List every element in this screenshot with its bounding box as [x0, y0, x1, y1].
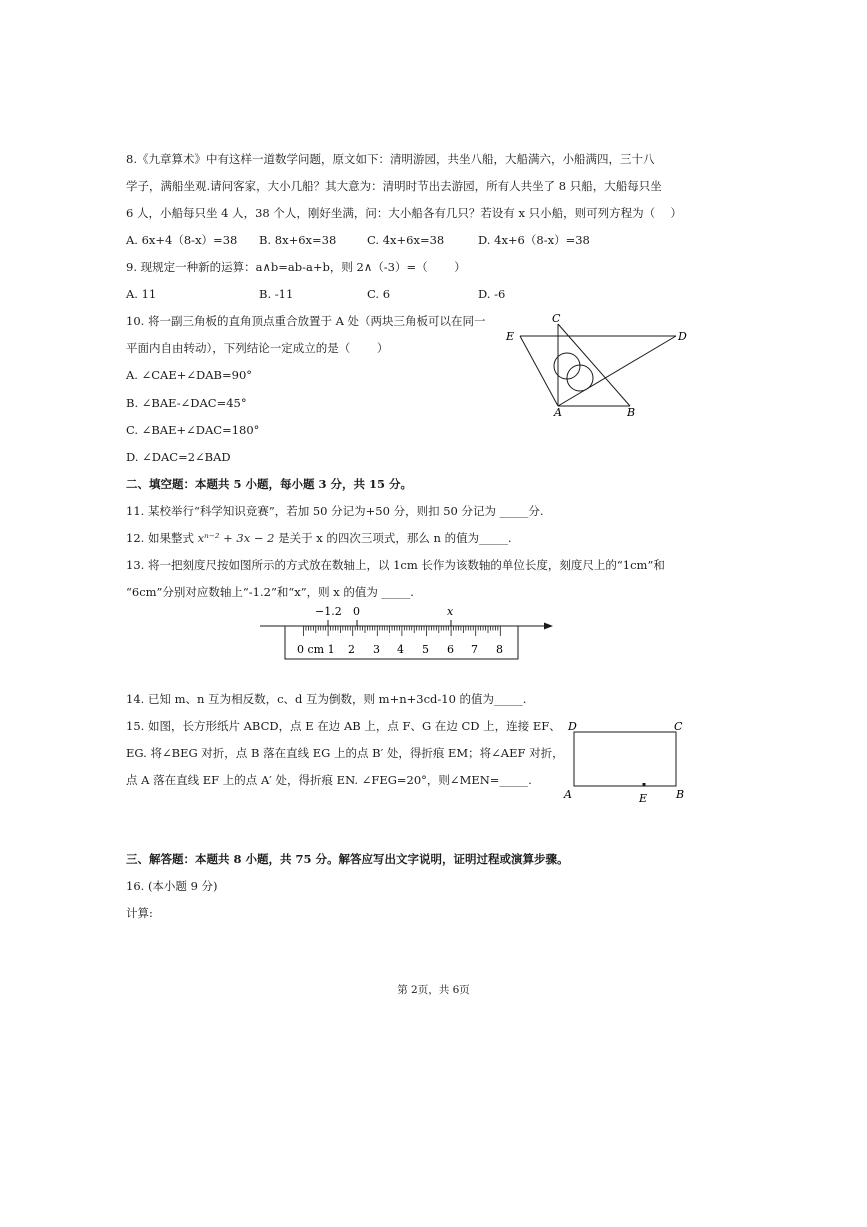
fig15-label-b: B — [676, 788, 685, 801]
fig10-label-c: C — [552, 312, 561, 325]
q9-option-c: C. 6 — [367, 287, 391, 301]
ruler-label-6: 6 — [447, 643, 454, 656]
ruler-label-7: 7 — [471, 643, 478, 656]
ruler-label-8: 8 — [496, 643, 503, 656]
fig10-label-b: B — [627, 406, 636, 419]
section-2-heading: 二、填空题：本题共 5 小题，每小题 3 分，共 15 分。 — [126, 477, 413, 491]
q8-option-c: C. 4x+6x=38 — [367, 233, 445, 247]
q10-option-c: C. ∠BAE+∠DAC=180° — [126, 423, 260, 437]
q15-line-3: 点 A 落在直线 EF 上的点 A′ 处，得折痕 EN. ∠FEG=20°，则∠MEN=_____. — [126, 773, 532, 787]
page-footer: 第 2页，共 6页 — [397, 984, 470, 996]
q12-text — [126, 531, 512, 545]
q13-line-2: “6cm”分别对应数轴上“-1.2”和“x”，则 x 的值为 _____. — [126, 585, 414, 599]
q10-option-a: A. ∠CAE+∠DAB=90° — [126, 368, 253, 382]
q13-line-1: 13. 将一把刻度尺按如图所示的方式放在数轴上，以 1cm 长作为该数轴的单位长度，刻度尺上的“1cm”和 — [126, 558, 665, 572]
q10-line-1: 10. 将一副三角板的直角顶点重合放置于 A 处（两块三角板可以在同一 — [126, 314, 486, 328]
section-3-heading: 三、解答题：本题共 8 小题，共 75 分。解答应写出文字说明，证明过程或演算步骤。 — [126, 852, 569, 866]
triangle-set-figure — [500, 312, 695, 420]
fig15-label-c: C — [674, 720, 683, 733]
fig15-label-d: D — [568, 720, 577, 733]
q15-line-1: 15. 如图，长方形纸片 ABCD，点 E 在边 AB 上，点 F、G 在边 CD 上，连接 EF、 — [126, 719, 561, 733]
ruler-label-2: 2 — [348, 643, 355, 656]
q10-option-d: D. ∠DAC=2∠BAD — [126, 450, 231, 464]
fig10-label-a: A — [554, 406, 562, 419]
ruler-label-4: 4 — [397, 643, 404, 656]
axis-label-zero: 0 — [353, 605, 360, 618]
q12-prefix: 12. 如果整式 — [126, 531, 198, 545]
q15-line-2: EG. 将∠BEG 对折，点 B 落在直线 EG 上的点 B′ 处，得折痕 EM；将∠AEF 对折， — [126, 746, 564, 760]
q12-suffix: 是关于 x 的四次三项式，那么 n 的值为_____. — [274, 531, 512, 545]
ruler-number-line-figure — [255, 602, 560, 664]
q8-option-d: D. 4x+6（8-x）=38 — [478, 233, 590, 247]
q8-option-a: A. 6x+4（8-x）=38 — [126, 233, 238, 247]
q8-option-b: B. 8x+6x=38 — [259, 233, 337, 247]
q9-option-a: A. 11 — [126, 287, 157, 301]
q9-option-b: B. -11 — [259, 287, 294, 301]
q8-line-1: 8.《九章算术》中有这样一道数学问题，原文如下：清明游园，共坐八船，大船满六，小船满四，三十八 — [126, 152, 655, 166]
q10-line-2: 平面内自由转动），下列结论一定成立的是（ ） — [126, 341, 389, 355]
fig15-label-a: A — [564, 788, 572, 801]
fig15-label-e: E — [639, 792, 648, 805]
ruler-label-0-cm-1: 0 cm 1 — [297, 643, 335, 656]
ruler-label-3: 3 — [373, 643, 380, 656]
q8-line-3: 6 人，小船每只坐 4 人，38 个人，刚好坐满，问：大小船各有几只？若设有 x 只小船，则可列方程为（ ） — [126, 206, 682, 220]
q12-formula: xⁿ⁻² + 3x − 2 — [197, 531, 275, 545]
rectangle-abcd-figure — [560, 716, 695, 808]
q9-option-d: D. -6 — [478, 287, 506, 301]
axis-label-x: x — [447, 605, 454, 618]
q14-text: 14. 已知 m、n 互为相反数，c、d 互为倒数，则 m+n+3cd-10 的值为_____. — [126, 692, 527, 706]
q10-option-b: B. ∠BAE-∠DAC=45° — [126, 396, 247, 410]
q16-title: 16. (本小题 9 分) — [126, 879, 218, 893]
fig10-label-d: D — [678, 330, 687, 343]
ruler-label-5: 5 — [422, 643, 429, 656]
q9-text: 9. 现规定一种新的运算：a∧b=ab-a+b，则 2∧（-3）=（ ） — [126, 260, 466, 274]
q11-text: 11. 某校举行“科学知识竞赛”，若加 50 分记为+50 分，则扣 50 分记为 _____分. — [126, 504, 544, 518]
fig10-label-e: E — [506, 330, 515, 343]
q16-text: 计算: — [126, 906, 153, 920]
axis-label-neg-1-2: −1.2 — [315, 605, 342, 618]
q8-line-2: 学子，满船坐观.请问客家，大小几船？其大意为：清明时节出去游园，所有人共坐了 8 只船，大船每只坐 — [126, 179, 662, 193]
